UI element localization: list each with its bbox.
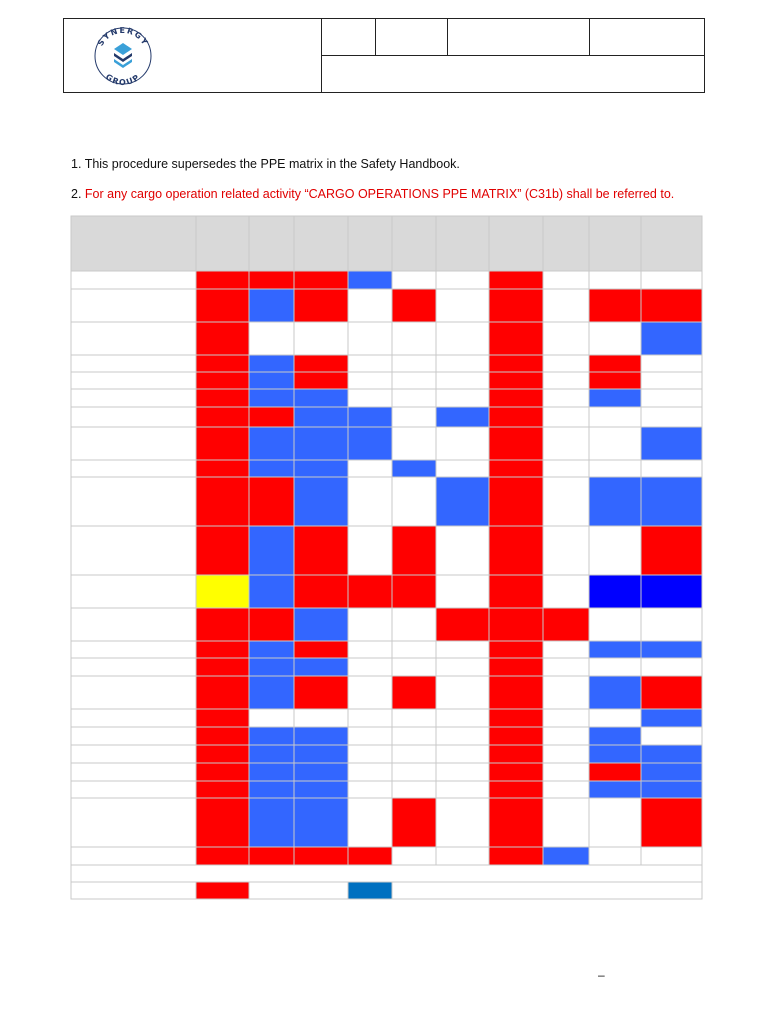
ppe-cell bbox=[294, 641, 348, 658]
ppe-cell bbox=[436, 709, 489, 727]
ppe-cell bbox=[392, 745, 436, 763]
ppe-cell bbox=[436, 372, 489, 389]
ppe-cell bbox=[589, 763, 641, 781]
ppe-cell bbox=[392, 526, 436, 575]
ppe-cell bbox=[589, 608, 641, 641]
ppe-cell bbox=[589, 389, 641, 407]
ppe-cell bbox=[348, 289, 392, 322]
ppe-cell bbox=[489, 271, 543, 289]
ppe-cell bbox=[589, 355, 641, 372]
ppe-cell bbox=[489, 477, 543, 526]
ppe-cell bbox=[249, 847, 294, 865]
ppe-cell bbox=[436, 322, 489, 355]
ppe-cell bbox=[196, 289, 249, 322]
ppe-cell bbox=[196, 427, 249, 460]
ppe-cell bbox=[641, 355, 702, 372]
activity-cell bbox=[71, 407, 196, 427]
ppe-cell bbox=[249, 477, 294, 526]
ppe-cell bbox=[436, 798, 489, 847]
ppe-cell bbox=[294, 389, 348, 407]
ppe-cell bbox=[436, 289, 489, 322]
header-cell bbox=[249, 216, 294, 271]
ppe-cell bbox=[294, 798, 348, 847]
activity-cell bbox=[71, 676, 196, 709]
ppe-cell bbox=[294, 658, 348, 676]
ppe-cell bbox=[489, 322, 543, 355]
header-cell-1 bbox=[321, 19, 376, 56]
legend-swatch bbox=[196, 882, 249, 899]
ppe-cell bbox=[196, 575, 249, 608]
ppe-cell bbox=[249, 372, 294, 389]
ppe-cell bbox=[641, 847, 702, 865]
ppe-cell bbox=[641, 526, 702, 575]
ppe-cell bbox=[392, 641, 436, 658]
ppe-cell bbox=[436, 658, 489, 676]
logo-cell bbox=[64, 19, 322, 92]
ppe-cell bbox=[249, 641, 294, 658]
ppe-cell bbox=[589, 477, 641, 526]
ppe-cell bbox=[641, 427, 702, 460]
header-cell bbox=[641, 216, 702, 271]
ppe-cell bbox=[294, 271, 348, 289]
ppe-cell bbox=[641, 608, 702, 641]
ppe-cell bbox=[249, 798, 294, 847]
legend-swatch bbox=[249, 882, 348, 899]
ppe-cell bbox=[543, 798, 589, 847]
ppe-cell bbox=[489, 658, 543, 676]
header-cell-2 bbox=[376, 19, 448, 56]
ppe-cell bbox=[249, 460, 294, 477]
note-2 bbox=[71, 187, 674, 201]
ppe-cell bbox=[392, 322, 436, 355]
ppe-cell bbox=[543, 322, 589, 355]
activity-cell bbox=[71, 271, 196, 289]
activity-cell bbox=[71, 608, 196, 641]
ppe-cell bbox=[543, 271, 589, 289]
ppe-cell bbox=[641, 477, 702, 526]
ppe-cell bbox=[489, 641, 543, 658]
ppe-cell bbox=[489, 526, 543, 575]
ppe-cell bbox=[489, 372, 543, 389]
ppe-cell bbox=[543, 372, 589, 389]
ppe-cell bbox=[641, 745, 702, 763]
activity-cell bbox=[71, 526, 196, 575]
ppe-cell bbox=[641, 781, 702, 798]
ppe-cell bbox=[543, 477, 589, 526]
ppe-cell bbox=[196, 355, 249, 372]
activity-cell bbox=[71, 745, 196, 763]
ppe-cell bbox=[589, 526, 641, 575]
ppe-cell bbox=[249, 676, 294, 709]
ppe-cell bbox=[436, 676, 489, 709]
ppe-cell bbox=[589, 709, 641, 727]
activity-cell bbox=[71, 641, 196, 658]
ppe-cell bbox=[196, 389, 249, 407]
ppe-cell bbox=[348, 389, 392, 407]
ppe-cell bbox=[489, 608, 543, 641]
ppe-cell bbox=[196, 658, 249, 676]
ppe-cell bbox=[294, 427, 348, 460]
ppe-cell bbox=[249, 427, 294, 460]
ppe-cell bbox=[589, 727, 641, 745]
activity-cell bbox=[71, 372, 196, 389]
ppe-cell bbox=[543, 745, 589, 763]
activity-cell bbox=[71, 798, 196, 847]
ppe-cell bbox=[436, 575, 489, 608]
ppe-cell bbox=[196, 526, 249, 575]
header-cell bbox=[436, 216, 489, 271]
ppe-cell bbox=[392, 847, 436, 865]
ppe-cell bbox=[348, 477, 392, 526]
logo-text-bottom: GROUP bbox=[103, 72, 143, 88]
ppe-cell bbox=[543, 608, 589, 641]
synergy-group-logo bbox=[86, 22, 160, 90]
ppe-cell bbox=[589, 460, 641, 477]
ppe-cell bbox=[392, 608, 436, 641]
ppe-cell bbox=[543, 781, 589, 798]
ppe-cell bbox=[589, 676, 641, 709]
ppe-cell bbox=[641, 372, 702, 389]
ppe-cell bbox=[392, 427, 436, 460]
activity-cell bbox=[71, 355, 196, 372]
ppe-cell bbox=[641, 271, 702, 289]
ppe-cell bbox=[543, 575, 589, 608]
ppe-cell bbox=[348, 407, 392, 427]
ppe-cell bbox=[641, 727, 702, 745]
note-1 bbox=[71, 157, 460, 171]
ppe-cell bbox=[392, 709, 436, 727]
ppe-cell bbox=[348, 781, 392, 798]
ppe-cell bbox=[392, 372, 436, 389]
ppe-cell bbox=[196, 477, 249, 526]
ppe-cell bbox=[589, 372, 641, 389]
ship-icon bbox=[114, 43, 132, 68]
ppe-cell bbox=[348, 526, 392, 575]
document-header bbox=[63, 18, 705, 93]
ppe-cell bbox=[641, 322, 702, 355]
ppe-cell bbox=[196, 608, 249, 641]
ppe-cell bbox=[294, 407, 348, 427]
ppe-cell bbox=[392, 271, 436, 289]
ppe-cell bbox=[196, 322, 249, 355]
ppe-cell bbox=[294, 781, 348, 798]
ppe-cell bbox=[436, 460, 489, 477]
logo-text-top: SYNERGY bbox=[95, 25, 151, 48]
ppe-cell bbox=[543, 676, 589, 709]
ppe-cell bbox=[489, 676, 543, 709]
activity-cell bbox=[71, 477, 196, 526]
ppe-cell bbox=[348, 322, 392, 355]
ppe-cell bbox=[641, 676, 702, 709]
ppe-cell bbox=[436, 745, 489, 763]
activity-cell bbox=[71, 460, 196, 477]
ppe-cell bbox=[294, 763, 348, 781]
ppe-cell bbox=[641, 407, 702, 427]
activity-cell bbox=[71, 389, 196, 407]
ppe-cell bbox=[348, 745, 392, 763]
activity-cell bbox=[71, 575, 196, 608]
ppe-cell bbox=[196, 727, 249, 745]
ppe-cell bbox=[392, 575, 436, 608]
ppe-cell bbox=[348, 676, 392, 709]
ppe-cell bbox=[348, 641, 392, 658]
header-cell-3 bbox=[448, 19, 590, 56]
ppe-cell bbox=[589, 322, 641, 355]
ppe-cell bbox=[294, 322, 348, 355]
ppe-cell bbox=[589, 427, 641, 460]
ppe-cell bbox=[294, 526, 348, 575]
ppe-cell bbox=[249, 575, 294, 608]
ppe-cell bbox=[589, 781, 641, 798]
activity-cell bbox=[71, 763, 196, 781]
activity-cell bbox=[71, 847, 196, 865]
ppe-cell bbox=[641, 763, 702, 781]
ppe-cell bbox=[249, 709, 294, 727]
ppe-cell bbox=[294, 709, 348, 727]
activity-cell bbox=[71, 727, 196, 745]
header-cell-4 bbox=[590, 19, 704, 56]
ppe-cell bbox=[249, 781, 294, 798]
ppe-cell bbox=[249, 289, 294, 322]
ppe-cell bbox=[489, 407, 543, 427]
ppe-cell bbox=[196, 745, 249, 763]
ppe-cell bbox=[196, 271, 249, 289]
header-cell bbox=[489, 216, 543, 271]
ppe-cell bbox=[641, 389, 702, 407]
header-cell bbox=[71, 216, 196, 271]
header-title-cell bbox=[321, 56, 704, 92]
ppe-cell bbox=[392, 389, 436, 407]
header-cell bbox=[294, 216, 348, 271]
ppe-cell bbox=[589, 271, 641, 289]
ppe-cell bbox=[249, 763, 294, 781]
note-1-text: This procedure supersedes the PPE matrix in the Safety Handbook. bbox=[84, 157, 460, 171]
ppe-cell bbox=[196, 847, 249, 865]
legend-swatch bbox=[71, 882, 196, 899]
activity-cell bbox=[71, 709, 196, 727]
ppe-cell bbox=[196, 372, 249, 389]
page-mark: – bbox=[598, 968, 605, 982]
ppe-cell bbox=[196, 676, 249, 709]
ppe-cell bbox=[392, 355, 436, 372]
ppe-cell bbox=[249, 526, 294, 575]
ppe-cell bbox=[294, 289, 348, 322]
ppe-cell bbox=[589, 745, 641, 763]
ppe-cell bbox=[294, 727, 348, 745]
ppe-cell bbox=[348, 355, 392, 372]
ppe-cell bbox=[489, 745, 543, 763]
legend-swatch bbox=[392, 882, 702, 899]
ppe-cell bbox=[392, 658, 436, 676]
ppe-cell bbox=[249, 407, 294, 427]
ppe-cell bbox=[543, 355, 589, 372]
ppe-cell bbox=[294, 477, 348, 526]
ppe-cell bbox=[294, 745, 348, 763]
ppe-cell bbox=[196, 763, 249, 781]
ppe-cell bbox=[348, 709, 392, 727]
header-cell bbox=[348, 216, 392, 271]
ppe-cell bbox=[249, 322, 294, 355]
ppe-cell bbox=[249, 745, 294, 763]
ppe-cell bbox=[249, 727, 294, 745]
ppe-cell bbox=[543, 709, 589, 727]
ppe-cell bbox=[348, 658, 392, 676]
ppe-cell bbox=[348, 372, 392, 389]
ppe-cell bbox=[392, 798, 436, 847]
legend-swatch bbox=[348, 882, 392, 899]
ppe-cell bbox=[436, 407, 489, 427]
ppe-cell bbox=[196, 781, 249, 798]
ppe-cell bbox=[543, 427, 589, 460]
ppe-cell bbox=[543, 763, 589, 781]
ppe-cell bbox=[348, 460, 392, 477]
ppe-cell bbox=[294, 608, 348, 641]
ppe-cell bbox=[436, 781, 489, 798]
ppe-cell bbox=[436, 727, 489, 745]
ppe-cell bbox=[436, 526, 489, 575]
ppe-cell bbox=[489, 727, 543, 745]
svg-text:GROUP bbox=[104, 72, 142, 87]
ppe-cell bbox=[348, 847, 392, 865]
ppe-cell bbox=[392, 407, 436, 427]
ppe-cell bbox=[436, 427, 489, 460]
ppe-cell bbox=[489, 763, 543, 781]
ppe-cell bbox=[196, 709, 249, 727]
header-cell bbox=[589, 216, 641, 271]
ppe-cell bbox=[392, 289, 436, 322]
header-cell bbox=[196, 216, 249, 271]
ppe-cell bbox=[392, 676, 436, 709]
ppe-cell bbox=[392, 460, 436, 477]
activity-cell bbox=[71, 658, 196, 676]
merged-row bbox=[71, 865, 702, 882]
ppe-cell bbox=[543, 389, 589, 407]
activity-cell bbox=[71, 322, 196, 355]
ppe-cell bbox=[543, 641, 589, 658]
ppe-cell bbox=[589, 575, 641, 608]
ppe-cell bbox=[543, 727, 589, 745]
ppe-cell bbox=[489, 709, 543, 727]
ppe-cell bbox=[543, 289, 589, 322]
ppe-cell bbox=[392, 781, 436, 798]
ppe-cell bbox=[641, 575, 702, 608]
ppe-cell bbox=[641, 641, 702, 658]
ppe-cell bbox=[249, 658, 294, 676]
ppe-cell bbox=[196, 407, 249, 427]
note-2-text: For any cargo operation related activity “CARGO OPERATIONS PPE MATRIX” (C31b) shall be referred to. bbox=[84, 187, 675, 201]
ppe-cell bbox=[543, 658, 589, 676]
ppe-cell bbox=[589, 847, 641, 865]
ppe-cell bbox=[294, 847, 348, 865]
ppe-cell bbox=[436, 271, 489, 289]
ppe-cell bbox=[489, 427, 543, 460]
ppe-cell bbox=[489, 781, 543, 798]
activity-cell bbox=[71, 427, 196, 460]
ppe-cell bbox=[436, 477, 489, 526]
ppe-cell bbox=[543, 847, 589, 865]
ppe-cell bbox=[348, 798, 392, 847]
ppe-cell bbox=[436, 389, 489, 407]
ppe-cell bbox=[348, 427, 392, 460]
ppe-cell bbox=[489, 460, 543, 477]
ppe-cell bbox=[249, 608, 294, 641]
ppe-cell bbox=[436, 608, 489, 641]
ppe-cell bbox=[196, 460, 249, 477]
ppe-cell bbox=[436, 763, 489, 781]
ppe-cell bbox=[348, 271, 392, 289]
ppe-cell bbox=[348, 763, 392, 781]
ppe-cell bbox=[392, 477, 436, 526]
ppe-cell bbox=[589, 658, 641, 676]
ppe-cell bbox=[489, 389, 543, 407]
note-1-number: 1. bbox=[71, 157, 82, 171]
ppe-cell bbox=[489, 847, 543, 865]
ppe-cell bbox=[294, 372, 348, 389]
ppe-cell bbox=[543, 460, 589, 477]
ppe-cell bbox=[641, 798, 702, 847]
ppe-cell bbox=[392, 727, 436, 745]
ppe-cell bbox=[249, 389, 294, 407]
ppe-cell bbox=[348, 608, 392, 641]
ppe-cell bbox=[249, 271, 294, 289]
ppe-cell bbox=[196, 798, 249, 847]
ppe-cell bbox=[589, 289, 641, 322]
ppe-cell bbox=[589, 407, 641, 427]
ppe-cell bbox=[348, 575, 392, 608]
ppe-cell bbox=[294, 575, 348, 608]
ppe-cell bbox=[589, 798, 641, 847]
ppe-cell bbox=[543, 407, 589, 427]
note-2-number: 2. bbox=[71, 187, 82, 201]
ppe-cell bbox=[489, 289, 543, 322]
ppe-cell bbox=[436, 355, 489, 372]
ppe-cell bbox=[489, 355, 543, 372]
activity-cell bbox=[71, 289, 196, 322]
ppe-cell bbox=[543, 526, 589, 575]
ppe-cell bbox=[589, 641, 641, 658]
ppe-cell bbox=[641, 658, 702, 676]
activity-cell bbox=[71, 781, 196, 798]
ppe-cell bbox=[641, 289, 702, 322]
ppe-cell bbox=[489, 798, 543, 847]
header-cell bbox=[543, 216, 589, 271]
header-cell bbox=[392, 216, 436, 271]
ppe-cell bbox=[348, 727, 392, 745]
ppe-cell bbox=[392, 763, 436, 781]
ppe-cell bbox=[641, 460, 702, 477]
ppe-cell bbox=[641, 709, 702, 727]
ppe-cell bbox=[436, 641, 489, 658]
ppe-cell bbox=[249, 355, 294, 372]
ppe-cell bbox=[294, 460, 348, 477]
ppe-cell bbox=[294, 676, 348, 709]
ppe-cell bbox=[196, 641, 249, 658]
ppe-cell bbox=[294, 355, 348, 372]
ppe-cell bbox=[489, 575, 543, 608]
ppe-cell bbox=[436, 847, 489, 865]
